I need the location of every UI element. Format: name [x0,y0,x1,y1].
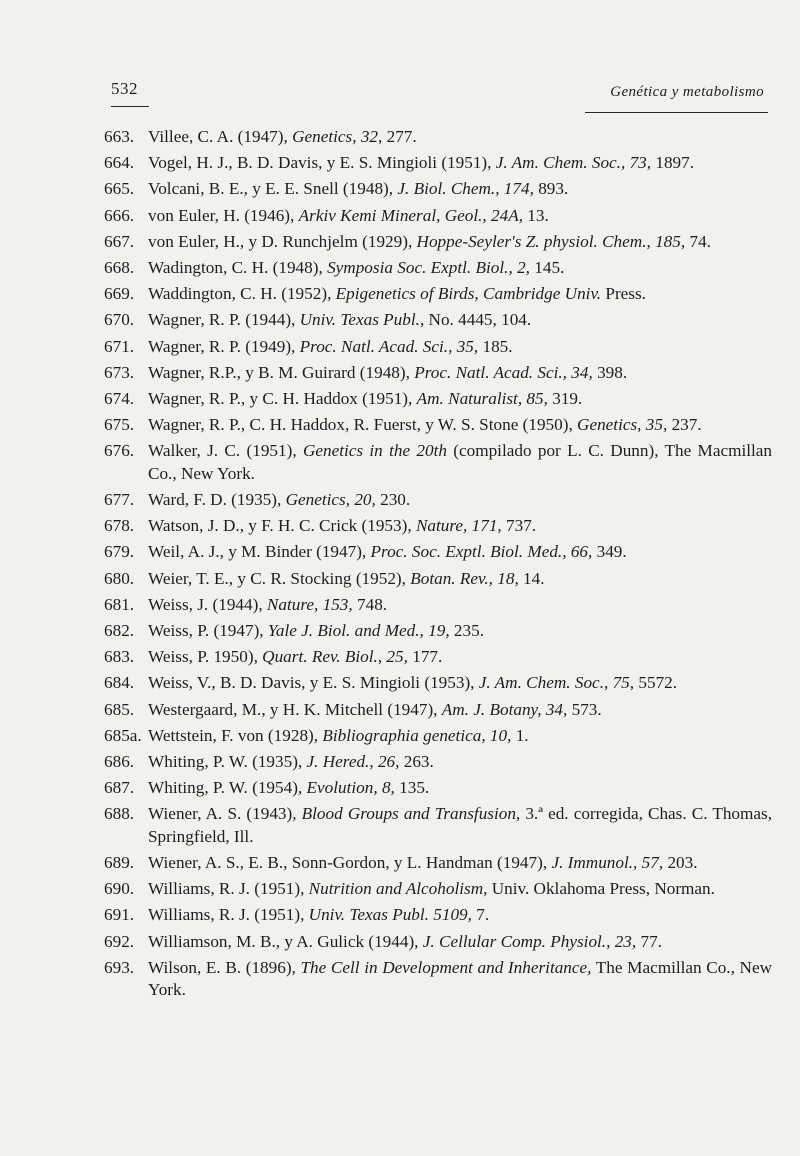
reference-entry [104,414,772,437]
reference-text-segment: Westergaard, M., y H. K. Mitchell (1947), [148,699,442,719]
reference-text-segment: Weiss, P. (1947), [148,620,268,640]
reference-text-segment: Weiss, P. 1950), [148,647,263,667]
reference-source-italic: Proc. Natl. Acad. Sci., 35, [299,336,479,356]
reference-text-segment: Weier, T. E., y C. R. Stocking (1952), [148,568,411,588]
reference-text-segment: Wagner, R. P. (1949), [148,336,300,356]
reference-source-italic: Botan. Rev., 18, [410,568,519,588]
reference-text-segment: 277. [382,127,417,146]
reference-text-segment: Watson, J. D., y F. H. C. Crick (1953), [148,516,416,536]
reference-number: 684. [104,673,135,693]
reference-number: 692. [104,931,135,951]
reference-text-segment: Wagner, R. P., y C. H. Haddox (1951), [148,388,417,408]
reference-number: 683. [104,647,135,667]
running-title: Genética y metabolismo [610,84,764,100]
reference-source-italic: Nature, 153, [266,594,353,614]
reference-text-segment: No. 4445, 104. [424,310,532,330]
reference-text-segment: 1. [511,725,529,745]
reference-number: 677. [104,490,135,510]
reference-text [148,957,772,1002]
reference-number: 667. [104,231,135,251]
reference-number: 693. [104,957,135,977]
reference-source-italic: J. Biol. Chem., 174, [397,179,534,199]
reference-text-segment: The Macmillan Co., New York. [148,957,772,1000]
reference-text-segment: Wagner, R. P., C. H. Haddox, R. Fuerst, y W. S. Stone (1950), [148,415,578,435]
reference-text-segment: 14. [518,568,545,588]
reference-text-segment: Wadington, C. H. (1948), [148,257,328,277]
reference-source-italic: Quart. Rev. Biol., 25, [262,647,408,667]
reference-source-italic: J. Am. Chem. Soc., 75, [478,673,635,693]
reference-source-italic: J. Am. Chem. Soc., 73, [495,153,652,173]
reference-text-segment: 893. [533,179,569,199]
reference-number: 675. [104,415,135,435]
reference-entry [104,362,772,385]
reference-text [148,751,772,774]
reference-number: 668. [104,257,135,277]
reference-text-segment: 398. [592,362,628,382]
reference-source-italic: The Cell in Development and Inheritance, [300,957,592,977]
reference-entry [104,672,772,695]
reference-source-italic: Am. J. Botany, 34, [441,699,568,719]
reference-entry [104,515,772,538]
reference-text-segment: Williams, R. J. (1951), [148,879,309,899]
reference-text [148,283,772,306]
reference-source-italic: Univ. Texas Publ. 5109, [308,905,472,925]
reference-text-segment: Volcani, B. E., y E. E. Snell (1948), [148,179,398,199]
reference-number: 678. [104,516,135,536]
reference-number: 685. [104,699,135,719]
reference-source-italic: Evolution, 8, [306,778,395,798]
reference-text-segment: (compilado por L. C. Dunn), The Macmillan Co., New York. [148,441,772,483]
reference-number: 679. [104,542,135,562]
reference-entry [104,931,772,954]
reference-text-segment: 748. [352,594,388,614]
reference-number: 666. [104,205,135,225]
reference-number: 690. [104,879,135,899]
reference-number: 682. [104,620,135,640]
reference-text-segment: 185. [478,336,513,356]
reference-entry [104,620,772,643]
reference-number: 687. [104,778,135,798]
reference-text [148,646,772,669]
reference-number: 689. [104,853,135,873]
reference-text-segment: Univ. Oklahoma Press, Norman. [487,879,715,899]
reference-source-italic: Blood Groups and Transfusion, [301,804,521,824]
reference-text [148,205,772,228]
reference-list [104,126,772,1006]
reference-text-segment: 573. [567,699,602,719]
reference-entry [104,777,772,800]
header-rule [585,112,768,113]
reference-source-italic: J. Immunol., 57, [551,853,664,873]
reference-text-segment: 135. [394,778,430,798]
reference-text [148,515,772,538]
reference-entry [104,646,772,669]
reference-text-segment: Waddington, C. H. (1952), [148,284,336,304]
reference-entry [104,388,772,411]
reference-entry [104,178,772,201]
reference-text [148,388,772,411]
reference-text-segment: 7. [471,905,490,925]
reference-text-segment: Weiss, J. (1944), [148,594,267,614]
reference-number: 664. [104,153,135,173]
reference-text-segment: 235. [449,620,484,640]
reference-entry [104,205,772,228]
reference-text [148,803,772,848]
reference-source-italic: Arkiv Kemi Mineral, Geol., 24A, [298,205,523,225]
reference-text-segment: Wettstein, F. von (1928), [148,725,323,745]
reference-text [148,178,772,201]
reference-text [148,362,772,385]
reference-source-italic: Yale J. Biol. and Med., 19, [267,620,450,640]
reference-text-segment: 3.ª ed. corregida, Chas. C. Thomas, Springfield, Ill. [148,804,772,846]
reference-text [148,672,772,695]
reference-entry [104,878,772,901]
reference-text-segment: 5572. [634,673,678,693]
reference-text-segment: 237. [667,415,702,435]
reference-source-italic: Genetics, 20, [285,490,376,510]
reference-text-segment: 203. [663,853,698,873]
reference-text [148,489,772,512]
reference-text-segment: Weiss, V., B. D. Davis, y E. S. Mingioli (1953), [148,673,479,693]
reference-entry [104,440,772,485]
reference-text-segment: Whiting, P. W. (1935), [148,751,307,771]
reference-number: 669. [104,284,135,304]
reference-text [148,931,772,954]
reference-entry [104,568,772,591]
reference-source-italic: Genetics, 35, [577,415,668,435]
reference-text-segment: 177. [407,647,443,667]
reference-source-italic: Nature, 171, [415,516,502,536]
reference-text [148,620,772,643]
reference-entry [104,489,772,512]
reference-text-segment: Wagner, R. P. (1944), [148,310,300,330]
reference-text-segment: Walker, J. C. (1951), [148,441,303,461]
reference-source-italic: Am. Naturalist, 85, [416,388,548,408]
reference-text [148,309,772,332]
reference-source-italic: Univ. Texas Publ., [299,310,425,330]
reference-text [148,699,772,722]
reference-number: 673. [104,362,135,382]
reference-number: 681. [104,594,135,614]
reference-text-segment: 1897. [651,153,695,173]
reference-number: 688. [104,804,135,824]
reference-number: 680. [104,568,135,588]
reference-number: 665. [104,179,135,199]
reference-text-segment: Wiener, A. S. (1943), [148,804,302,824]
reference-text-segment: Williams, R. J. (1951), [148,905,309,925]
reference-entry [104,309,772,332]
reference-text [148,126,772,149]
reference-text [148,904,772,927]
reference-text-segment: 737. [501,516,537,536]
reference-text [148,336,772,359]
reference-text-segment: Wilson, E. B. (1896), [148,957,301,977]
reference-entry [104,904,772,927]
reference-source-italic: Hoppe-Seyler's Z. physiol. Chem., 185, [416,231,686,251]
reference-number: 686. [104,751,135,771]
reference-text [148,231,772,254]
reference-source-italic: Bibliographia genetica, 10, [322,725,512,745]
reference-text [148,440,772,485]
reference-text-segment: 13. [523,205,549,225]
reference-text [148,568,772,591]
reference-text [148,594,772,617]
reference-text-segment: 77. [636,931,662,951]
reference-text [148,852,772,875]
reference-text-segment: von Euler, H. (1946), [148,205,299,225]
reference-number: 676. [104,441,135,461]
reference-text-segment: 74. [685,231,711,251]
reference-entry [104,699,772,722]
reference-text-segment: 145. [529,257,565,277]
reference-text [148,414,772,437]
reference-text-segment: 349. [592,542,627,562]
reference-text-segment: Williamson, M. B., y A. Gulick (1944), [148,931,423,951]
reference-source-italic: Nutrition and Alcoholism, [308,879,488,899]
reference-number: 674. [104,388,135,408]
reference-text [148,257,772,280]
reference-text-segment: Ward, F. D. (1935), [148,490,286,510]
reference-entry [104,336,772,359]
reference-number: 691. [104,905,135,925]
reference-source-italic: Proc. Natl. Acad. Sci., 34, [414,362,593,382]
reference-text-segment: Press. [601,284,646,304]
reference-text-segment: 319. [547,388,583,408]
reference-text-segment: Vogel, H. J., B. D. Davis, y E. S. Mingioli (1951), [148,153,496,173]
reference-entry [104,257,772,280]
reference-text-segment: 230. [375,490,411,510]
reference-text [148,777,772,800]
reference-entry [104,725,772,748]
reference-text-segment: Whiting, P. W. (1954), [148,778,307,798]
reference-number: 670. [104,310,135,330]
reference-number: 671. [104,336,135,356]
reference-source-italic: Genetics in the 20th [302,441,447,461]
reference-entry [104,152,772,175]
reference-entry [104,594,772,617]
reference-text-segment: 263. [399,751,434,771]
reference-text-segment: Wagner, R.P., y B. M. Guirard (1948), [148,362,415,382]
reference-number: 663. [104,127,135,146]
reference-source-italic: Epigenetics of Birds, Cambridge Univ. [335,284,602,304]
reference-entry [104,126,772,149]
reference-text [148,541,772,564]
reference-source-italic: J. Hered., 26, [306,751,400,771]
reference-entry [104,803,772,848]
reference-source-italic: Symposia Soc. Exptl. Biol., 2, [327,257,530,277]
reference-number: 685a. [104,725,142,745]
reference-text-segment: Villee, C. A. (1947), [148,127,293,146]
reference-entry [104,852,772,875]
reference-text [148,878,772,901]
reference-entry [104,231,772,254]
page-number-rule [111,106,149,107]
reference-source-italic: J. Cellular Comp. Physiol., 23, [422,931,637,951]
reference-source-italic: Proc. Soc. Exptl. Biol. Med., 66, [370,542,593,562]
reference-entry [104,541,772,564]
reference-text-segment: Weil, A. J., y M. Binder (1947), [148,542,371,562]
reference-source-italic: Genetics, 32, [292,127,383,146]
reference-entry [104,957,772,1002]
reference-text-segment: von Euler, H., y D. Runchjelm (1929), [148,231,417,251]
reference-entry [104,283,772,306]
reference-text-segment: Wiener, A. S., E. B., Sonn-Gordon, y L. Handman (1947), [148,853,552,873]
reference-text [148,152,772,175]
page-number: 532 [111,79,138,98]
reference-text [148,725,772,748]
reference-entry [104,751,772,774]
